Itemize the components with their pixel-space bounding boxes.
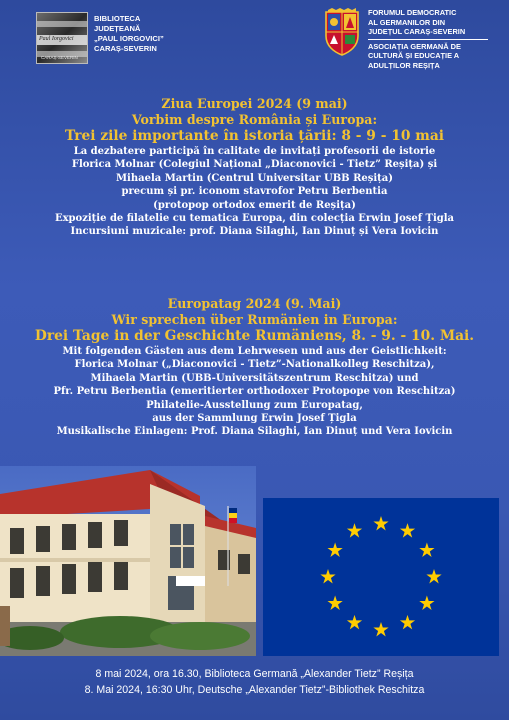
- header: [0, 0, 509, 78]
- forum-name-line: AL GERMANILOR DIN: [368, 17, 446, 27]
- library-name: [94, 14, 234, 54]
- de-title: Europatag 2024 (9. Mai): [167, 296, 342, 311]
- romanian-section: [0, 96, 509, 239]
- de-body-line: Pfr. Petru Berbentia (emeritierter orthodoxer Protopope von Reschitza): [53, 386, 456, 398]
- ro-body-line: Mihaela Martin (Centrul Universitar UBB Reșița): [115, 172, 394, 184]
- library-logo-text: Paul Iorgovici: [39, 36, 74, 42]
- event-date-ro: 8 mai 2024, ora 16.30, Biblioteca Germană „Alexander Tietz” Reșița: [95, 668, 414, 680]
- de-body-line: Philatelie-Ausstellung zum Europatag,: [146, 399, 363, 411]
- county-crest-icon: [322, 8, 362, 56]
- ro-body-line: Expoziție de filatelie cu tematica Europa, din colecția Erwin Josef Țigla: [54, 213, 455, 225]
- association-name-line: ASOCIAȚIA GERMANĂ DE: [368, 41, 461, 51]
- event-date-de: 8. Mai 2024, 16:30 Uhr, Deutsche „Alexander Tietz”-Bibliothek Reschitza: [84, 684, 425, 696]
- ro-body-line: Incursiuni muzicale: prof. Diana Silaghi, Ian Dinuț și Vera Iovicin: [70, 226, 439, 238]
- ro-subtitle: Vorbim despre România și Europa:: [131, 112, 378, 127]
- de-body-line: Musikalische Einlagen: Prof. Diana Silaghi, Ian Dinuț und Vera Iovicin: [56, 426, 453, 438]
- association-name-line: CULTURĂ ȘI EDUCAȚIE A: [368, 51, 460, 61]
- de-body-line: Florica Molnar („Diaconovici - Tietz”-Nationalkolleg Reschitza),: [74, 359, 435, 371]
- de-body-line: Mihaela Martin (UBB-Universitätszentrum Reschitza) und: [90, 372, 419, 384]
- ro-body-line: La dezbatere participă în calitate de invitați profesorii de istorie: [73, 146, 436, 157]
- eu-flag: [263, 498, 499, 656]
- library-building-photo: [0, 466, 256, 656]
- de-body-line: aus der Sammlung Erwin Josef Țigla: [152, 413, 357, 425]
- de-headline: Drei Tage in der Geschichte Rumäniens, 8. - 9. - 10. Mai.: [34, 328, 475, 344]
- ro-body-line: (protopop ortodox emerit de Reșița): [153, 199, 356, 211]
- ro-title: Ziua Europei 2024 (9 mai): [161, 96, 348, 111]
- de-subtitle: Wir sprechen über Rumänien in Europa:: [111, 312, 398, 327]
- ro-body-line: Florica Molnar (Colegiul Național „Diaconovici - Tietz” Reșița) și: [71, 159, 438, 171]
- library-name-line: CARAȘ-SEVERIN: [94, 44, 157, 53]
- forum-name-line: JUDEȚUL CARAȘ-SEVERIN: [368, 27, 466, 37]
- forum-name: [368, 8, 504, 71]
- library-name-line: „PAUL IORGOVICI”: [94, 34, 164, 43]
- library-logo-subtext: CARAȘ-SEVERIN: [41, 55, 78, 60]
- library-name-line: JUDEȚEANĂ: [94, 24, 141, 33]
- forum-name-line: FORUMUL DEMOCRATIC: [368, 8, 457, 17]
- library-logo: [36, 12, 88, 64]
- de-body-line: Mit folgenden Gästen aus dem Lehrwesen und aus der Geistlichkeit:: [62, 346, 447, 357]
- ro-body-line: precum și pr. iconom stavrofor Petru Berbentia: [121, 186, 388, 198]
- event-footer: [0, 666, 509, 698]
- library-name-line: BIBLIOTECA: [94, 14, 141, 23]
- association-name-line: ADULȚILOR REȘIȚA: [368, 60, 440, 70]
- ro-headline: Trei zile importante în istoria țării: 8 - 9 - 10 mai: [64, 128, 445, 144]
- german-section: [0, 296, 509, 439]
- forum-separator: [368, 39, 488, 40]
